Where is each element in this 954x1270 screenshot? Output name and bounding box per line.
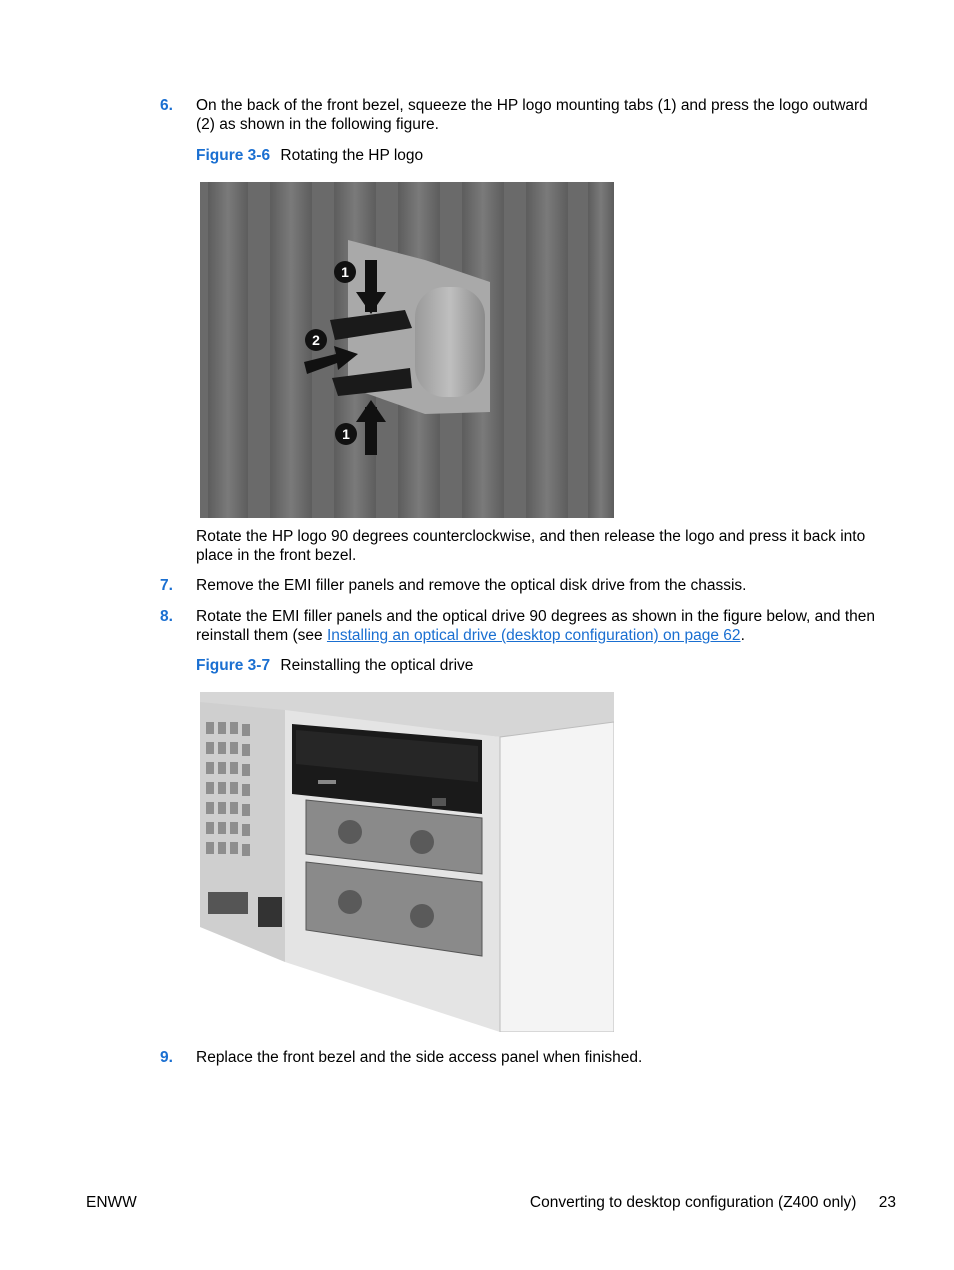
rotate-logo-paragraph: Rotate the HP logo 90 degrees counterclockwise, and then release the logo and press it back into place in the front bezel. xyxy=(196,528,866,564)
figure-label: Figure 3-7 xyxy=(196,657,271,674)
footer-chapter-title: Converting to desktop configuration (Z400 only) xyxy=(529,1194,857,1211)
side-access-panel xyxy=(500,722,614,1032)
port-cluster xyxy=(208,892,248,914)
figure-caption-3-7 xyxy=(196,656,473,675)
figure-title: Reinstalling the optical drive xyxy=(280,657,474,674)
footer-left: ENWW xyxy=(86,1194,137,1211)
figure-reinstalling-optical-drive xyxy=(200,692,614,1032)
callout-1-bottom xyxy=(335,423,357,445)
figure-rotating-hp-logo xyxy=(200,182,614,518)
step-text: Remove the EMI filler panels and remove the optical disk drive from the chassis. xyxy=(196,577,747,594)
callout-2 xyxy=(305,329,327,351)
step-number: 8. xyxy=(160,608,173,625)
install-optical-drive-link[interactable]: Installing an optical drive (desktop configuration) on page 62 xyxy=(326,627,741,644)
footer-right xyxy=(530,1193,896,1212)
step-number: 9. xyxy=(160,1049,173,1066)
logo-cylinder xyxy=(415,287,485,397)
figure-caption-3-6 xyxy=(196,146,423,165)
power-connector xyxy=(258,897,282,927)
svg-text:1: 1 xyxy=(342,426,350,442)
callout-1-top xyxy=(334,261,356,283)
optical-drive-illustration xyxy=(200,692,614,1032)
figure-label: Figure 3-6 xyxy=(196,147,271,164)
step-number: 6. xyxy=(160,97,173,114)
svg-text:2: 2 xyxy=(312,332,320,348)
svg-text:1: 1 xyxy=(341,264,349,280)
step-text: Replace the front bezel and the side access panel when finished. xyxy=(196,1049,643,1066)
page-number: 23 xyxy=(878,1194,896,1211)
step-text-before: Rotate the EMI filler panels and the optical drive 90 degrees as shown in the figure below, and then reinstall them (see xyxy=(196,608,875,644)
step-number: 7. xyxy=(160,577,173,594)
step-text xyxy=(196,607,876,645)
step-text-after: . xyxy=(740,627,745,644)
step-text: On the back of the front bezel, squeeze the HP logo mounting tabs (1) and press the logo outward (2) as shown in the following figure. xyxy=(196,97,868,133)
hp-logo-illustration xyxy=(200,182,614,518)
figure-title: Rotating the HP logo xyxy=(280,147,424,164)
